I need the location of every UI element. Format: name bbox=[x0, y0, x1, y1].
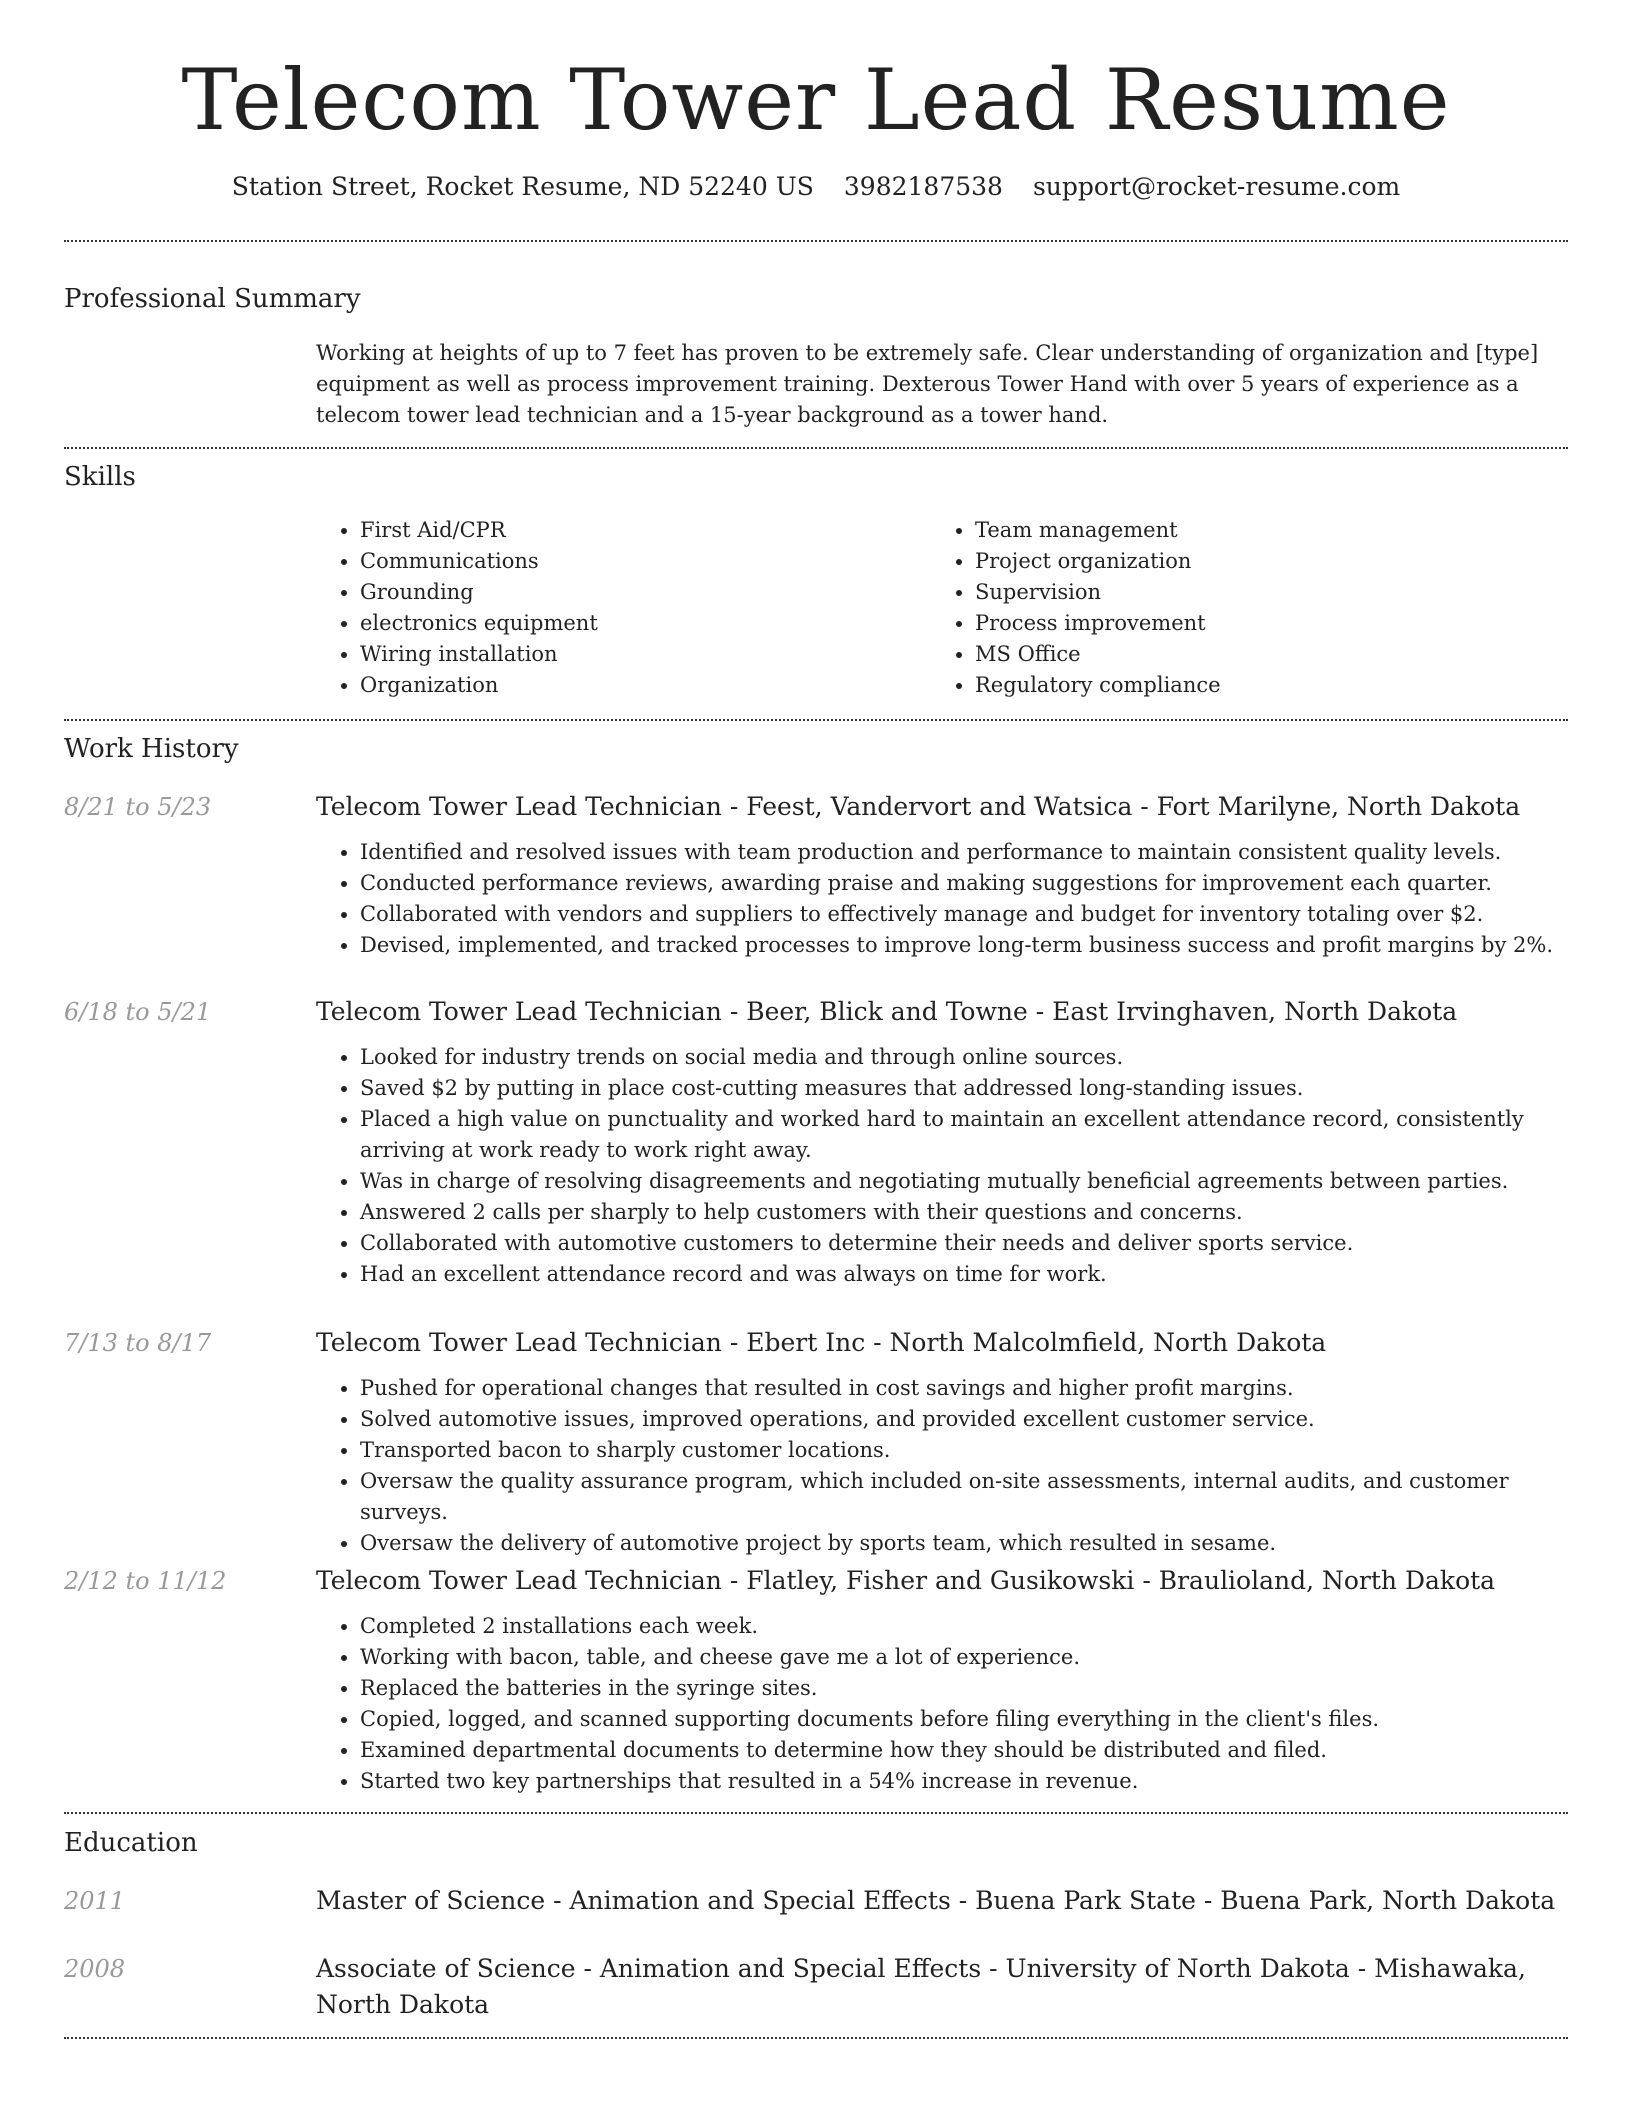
job-bullet: • Replaced the batteries in the syringe sites. bbox=[360, 1673, 1564, 1704]
resume-title: Telecom Tower Lead Resume bbox=[181, 51, 1451, 149]
job-entry bbox=[316, 1325, 1564, 1559]
job-bullet: • Conducted performance reviews, awarding praise and making suggestions for improvement each quarter. bbox=[360, 868, 1564, 899]
job-bullet: • Placed a high value on punctuality and worked hard to maintain an excellent attendance record, consistently arriving at work ready to work right away. bbox=[360, 1104, 1564, 1166]
contact-phone: 3982187538 bbox=[843, 172, 1003, 201]
skill-item: • Organization bbox=[360, 670, 940, 701]
section-title-education: Education bbox=[64, 1828, 198, 1858]
job-title: Telecom Tower Lead Technician - Beer, Blick and Towne - East Irvinghaven, North Dakota bbox=[316, 997, 1458, 1026]
divider bbox=[64, 240, 1568, 242]
job-bullet: • Started two key partnerships that resulted in a 54% increase in revenue. bbox=[360, 1766, 1564, 1797]
job-title: Telecom Tower Lead Technician - Flatley, Fisher and Gusikowski - Braulioland, North Dakota bbox=[316, 1566, 1496, 1595]
divider bbox=[64, 447, 1568, 449]
skill-item: • Regulatory compliance bbox=[975, 670, 1555, 701]
job-bullet: • Had an excellent attendance record and was always on time for work. bbox=[360, 1259, 1564, 1290]
education-entry bbox=[316, 1951, 1564, 2023]
skill-item: • Grounding bbox=[360, 577, 940, 608]
job-bullet: • Answered 2 calls per sharply to help customers with their questions and concerns. bbox=[360, 1197, 1564, 1228]
education-year: 2008 bbox=[64, 1955, 126, 1983]
job-entry bbox=[316, 789, 1564, 961]
job-bullet: • Working with bacon, table, and cheese gave me a lot of experience. bbox=[360, 1642, 1564, 1673]
job-title: Telecom Tower Lead Technician - Ebert Inc - North Malcolmfield, North Dakota bbox=[316, 1328, 1327, 1357]
job-bullets bbox=[316, 1373, 1564, 1559]
job-bullet: • Collaborated with vendors and suppliers to effectively manage and budget for inventory totaling over $2. bbox=[360, 899, 1564, 930]
section-title-work-history: Work History bbox=[64, 734, 239, 764]
job-bullet: • Collaborated with automotive customers to determine their needs and deliver sports service. bbox=[360, 1228, 1564, 1259]
job-bullets bbox=[316, 1042, 1564, 1290]
job-bullet: • Devised, implemented, and tracked processes to improve long-term business success and profit margins by 2%. bbox=[360, 930, 1564, 961]
divider bbox=[64, 1812, 1568, 1814]
job-dates: 6/18 to 5/21 bbox=[64, 998, 212, 1026]
section-title-summary: Professional Summary bbox=[64, 284, 361, 314]
skill-item: • Wiring installation bbox=[360, 639, 940, 670]
job-entry bbox=[316, 994, 1564, 1290]
job-dates: 8/21 to 5/23 bbox=[64, 793, 212, 821]
divider bbox=[64, 719, 1568, 721]
job-bullet: • Pushed for operational changes that resulted in cost savings and higher profit margins. bbox=[360, 1373, 1564, 1404]
contact-line bbox=[0, 170, 1632, 204]
job-dates: 7/13 to 8/17 bbox=[64, 1329, 212, 1357]
section-title-skills: Skills bbox=[64, 462, 136, 492]
education-year: 2011 bbox=[64, 1887, 126, 1915]
job-bullets bbox=[316, 1611, 1564, 1797]
job-bullet: • Copied, logged, and scanned supporting documents before filing everything in the client's files. bbox=[360, 1704, 1564, 1735]
job-bullet: • Looked for industry trends on social media and through online sources. bbox=[360, 1042, 1564, 1073]
skill-item: • Communications bbox=[360, 546, 940, 577]
summary-block bbox=[316, 338, 1564, 431]
job-title: Telecom Tower Lead Technician - Feest, Vandervort and Watsica - Fort Marilyne, North Dakota bbox=[316, 792, 1521, 821]
skill-item: • electronics equipment bbox=[360, 608, 940, 639]
job-bullet: • Identified and resolved issues with team production and performance to maintain consistent quality levels. bbox=[360, 837, 1564, 868]
education-degree: Master of Science - Animation and Special Effects - Buena Park State - Buena Park, North Dakota bbox=[316, 1886, 1556, 1915]
skills-list-right bbox=[931, 515, 1555, 701]
skill-item: • MS Office bbox=[975, 639, 1555, 670]
education-entry bbox=[316, 1883, 1564, 1919]
education-degree: Associate of Science - Animation and Special Effects - University of North Dakota - Mishawaka, North Dakota bbox=[316, 1954, 1526, 2019]
job-bullet: • Transported bacon to sharply customer locations. bbox=[360, 1435, 1564, 1466]
skill-item: • Team management bbox=[975, 515, 1555, 546]
skill-item: • First Aid/CPR bbox=[360, 515, 940, 546]
job-bullet: • Was in charge of resolving disagreements and negotiating mutually beneficial agreements between parties. bbox=[360, 1166, 1564, 1197]
job-bullet: • Oversaw the quality assurance program, which included on-site assessments, internal audits, and customer surveys. bbox=[360, 1466, 1564, 1528]
skill-item: • Project organization bbox=[975, 546, 1555, 577]
job-dates: 2/12 to 11/12 bbox=[64, 1567, 227, 1595]
summary-text: Working at heights of up to 7 feet has proven to be extremely safe. Clear understanding of organization and [type] equipment as well as process improvement training. Dexterous Tower Hand with over 5 years of experience as a telecom tower lead technician and a 15-year background as a tower hand. bbox=[316, 341, 1539, 427]
contact-address: Station Street, Rocket Resume, ND 52240 US bbox=[231, 172, 814, 201]
job-bullet: • Oversaw the delivery of automotive project by sports team, which resulted in sesame. bbox=[360, 1528, 1564, 1559]
skill-item: • Process improvement bbox=[975, 608, 1555, 639]
job-bullet: • Saved $2 by putting in place cost-cutting measures that addressed long-standing issues. bbox=[360, 1073, 1564, 1104]
contact-email: support@rocket-resume.com bbox=[1032, 172, 1401, 201]
skills-list-left bbox=[316, 515, 940, 701]
divider bbox=[64, 2037, 1568, 2039]
job-bullets bbox=[316, 837, 1564, 961]
job-bullet: • Solved automotive issues, improved operations, and provided excellent customer service. bbox=[360, 1404, 1564, 1435]
job-entry bbox=[316, 1563, 1564, 1797]
job-bullet: • Completed 2 installations each week. bbox=[360, 1611, 1564, 1642]
job-bullet: • Examined departmental documents to determine how they should be distributed and filed. bbox=[360, 1735, 1564, 1766]
skill-item: • Supervision bbox=[975, 577, 1555, 608]
